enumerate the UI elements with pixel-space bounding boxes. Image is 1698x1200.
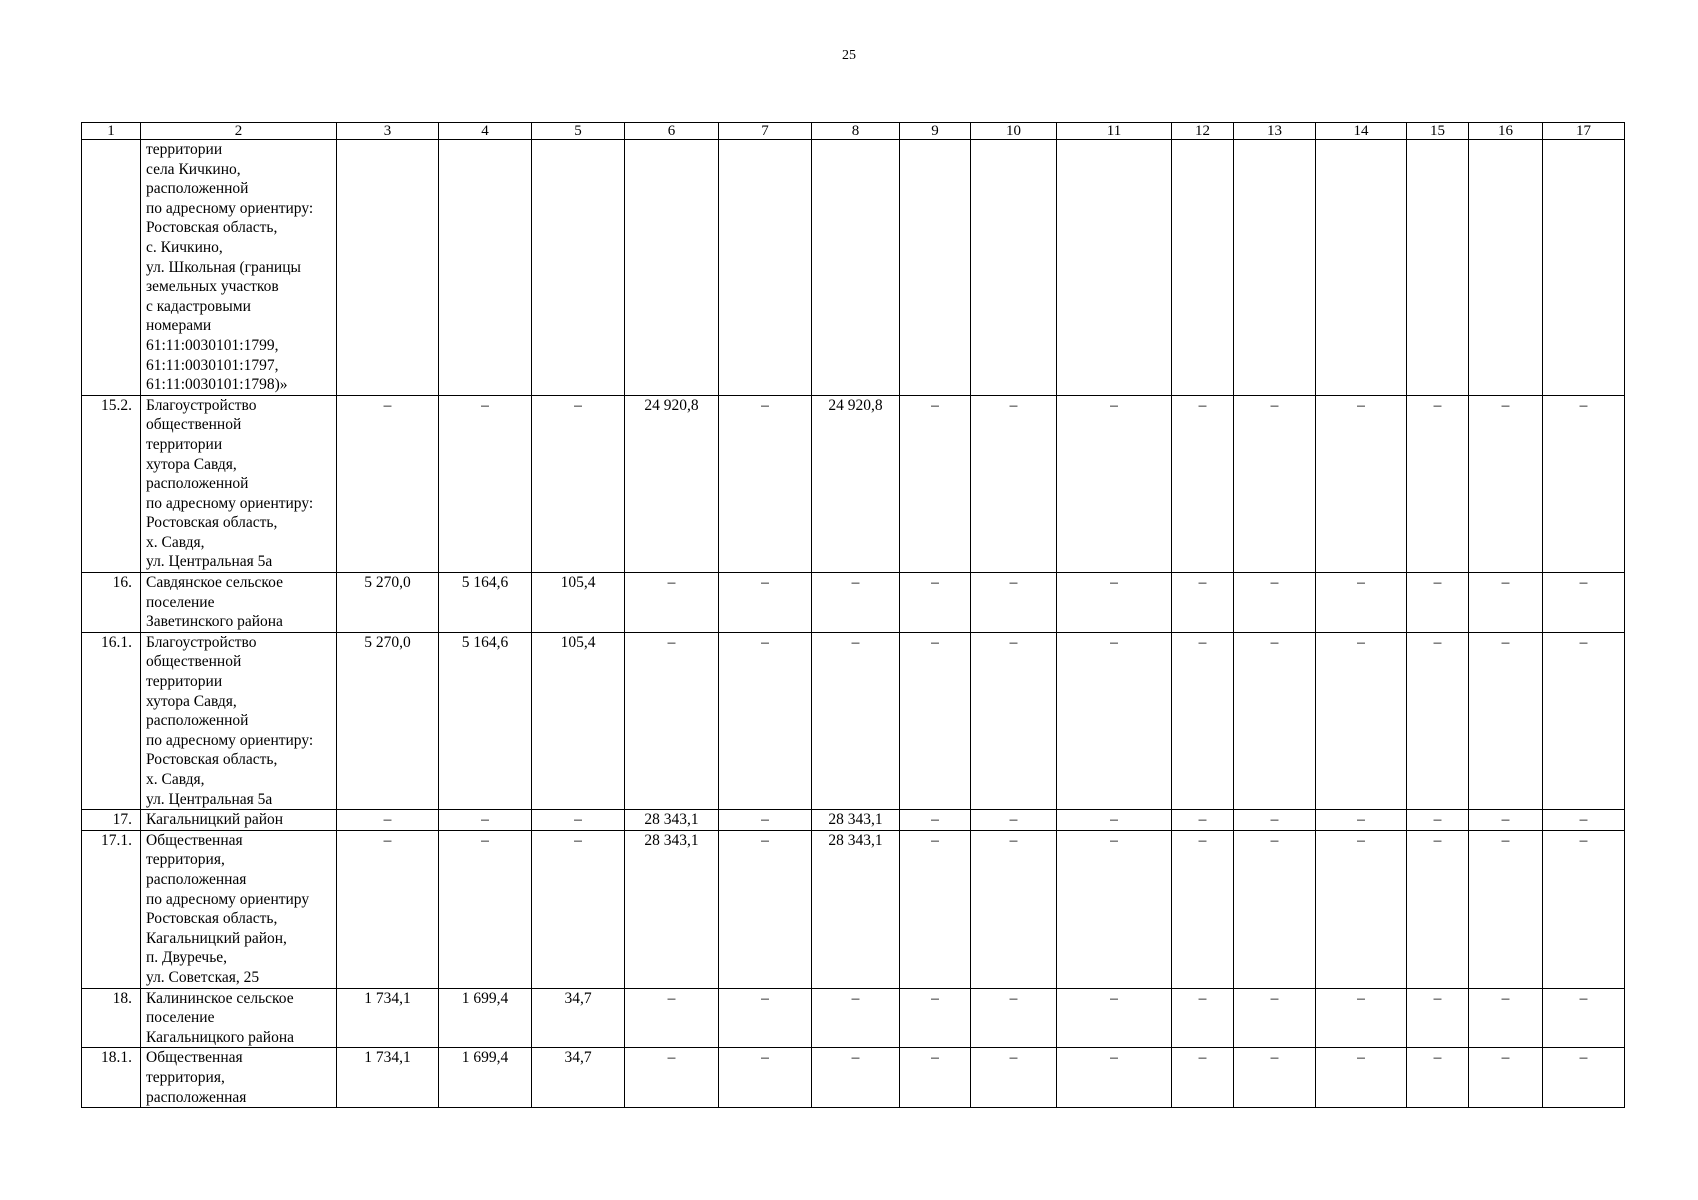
column-header: 3 [337, 123, 439, 140]
value-cell: – [719, 810, 812, 831]
value-cell: – [1469, 988, 1543, 1048]
value-cell: – [1543, 573, 1625, 633]
row-number: 15.2. [82, 395, 141, 572]
column-header: 8 [812, 123, 900, 140]
row-number: 18. [82, 988, 141, 1048]
table-row [82, 988, 1625, 1048]
budget-table [81, 122, 1625, 1108]
column-header: 6 [625, 123, 719, 140]
value-cell: 5 270,0 [337, 573, 439, 633]
value-cell: – [971, 810, 1057, 831]
value-cell: – [1172, 988, 1234, 1048]
value-cell: – [1057, 395, 1172, 572]
value-cell: – [1172, 1048, 1234, 1108]
value-cell: – [1316, 1048, 1407, 1108]
table-row [82, 140, 1625, 396]
row-name: Общественная территория, расположенная [141, 1048, 337, 1108]
value-cell: – [900, 810, 971, 831]
value-cell: – [625, 632, 719, 809]
value-cell: – [1407, 1048, 1469, 1108]
value-cell [337, 140, 439, 396]
value-cell: – [1469, 395, 1543, 572]
value-cell: – [971, 573, 1057, 633]
value-cell: – [900, 988, 971, 1048]
table-row [82, 632, 1625, 809]
value-cell: – [1469, 830, 1543, 988]
value-cell: – [337, 810, 439, 831]
value-cell: – [1234, 573, 1316, 633]
value-cell: – [1234, 395, 1316, 572]
value-cell: – [625, 573, 719, 633]
value-cell: 5 164,6 [439, 632, 532, 809]
value-cell: – [719, 573, 812, 633]
value-cell: – [1469, 1048, 1543, 1108]
value-cell: – [1057, 632, 1172, 809]
table-row [82, 1048, 1625, 1108]
value-cell [625, 140, 719, 396]
value-cell: – [812, 1048, 900, 1108]
value-cell: – [1172, 632, 1234, 809]
value-cell: – [971, 1048, 1057, 1108]
row-number: 16. [82, 573, 141, 633]
value-cell: – [1172, 810, 1234, 831]
value-cell: – [1172, 830, 1234, 988]
value-cell: – [900, 573, 971, 633]
value-cell: – [812, 988, 900, 1048]
value-cell: – [625, 1048, 719, 1108]
value-cell: – [532, 810, 625, 831]
table-row [82, 830, 1625, 988]
row-name: Общественная территория, расположенная по адресному ориентиру Ростовская область, Кагальницкий район, п. Двуречье, ул. Советская, 25 [141, 830, 337, 988]
value-cell: – [971, 395, 1057, 572]
row-name: Благоустройство общественной территории хутора Савдя, расположенной по адресному ориентиру: Ростовская область, х. Савдя, ул. Центральная 5а [141, 395, 337, 572]
value-cell: – [439, 830, 532, 988]
row-number: 17.1. [82, 830, 141, 988]
value-cell: – [1234, 988, 1316, 1048]
column-header: 17 [1543, 123, 1625, 140]
column-number-row [82, 123, 1625, 140]
value-cell: – [719, 632, 812, 809]
value-cell [900, 140, 971, 396]
value-cell: – [971, 632, 1057, 809]
value-cell: – [1469, 573, 1543, 633]
value-cell: 28 343,1 [625, 810, 719, 831]
value-cell: 105,4 [532, 632, 625, 809]
value-cell: – [1234, 1048, 1316, 1108]
value-cell: – [532, 830, 625, 988]
value-cell [719, 140, 812, 396]
value-cell: – [1469, 632, 1543, 809]
value-cell [812, 140, 900, 396]
value-cell: – [1407, 988, 1469, 1048]
value-cell: – [337, 395, 439, 572]
column-header: 1 [82, 123, 141, 140]
value-cell: 1 699,4 [439, 988, 532, 1048]
value-cell: 5 270,0 [337, 632, 439, 809]
value-cell: – [625, 988, 719, 1048]
value-cell: 1 734,1 [337, 988, 439, 1048]
value-cell: – [1543, 810, 1625, 831]
value-cell: – [900, 632, 971, 809]
value-cell: – [1543, 1048, 1625, 1108]
value-cell: – [719, 395, 812, 572]
value-cell [1316, 140, 1407, 396]
value-cell: – [1057, 830, 1172, 988]
value-cell [1543, 140, 1625, 396]
value-cell: – [1316, 810, 1407, 831]
value-cell: – [1234, 830, 1316, 988]
value-cell: – [1316, 632, 1407, 809]
value-cell: – [1316, 988, 1407, 1048]
column-header: 16 [1469, 123, 1543, 140]
value-cell: – [1234, 810, 1316, 831]
row-name: Кагальницкий район [141, 810, 337, 831]
value-cell: – [439, 395, 532, 572]
value-cell: – [1057, 1048, 1172, 1108]
value-cell: – [971, 830, 1057, 988]
value-cell: – [812, 632, 900, 809]
value-cell: 34,7 [532, 988, 625, 1048]
table-row [82, 810, 1625, 831]
value-cell: – [1316, 573, 1407, 633]
value-cell: – [719, 1048, 812, 1108]
value-cell [1057, 140, 1172, 396]
value-cell [1469, 140, 1543, 396]
value-cell: – [1057, 573, 1172, 633]
value-cell: – [1543, 830, 1625, 988]
value-cell: – [1407, 830, 1469, 988]
value-cell: 24 920,8 [812, 395, 900, 572]
row-number: 17. [82, 810, 141, 831]
value-cell [1234, 140, 1316, 396]
table-row [82, 395, 1625, 572]
page-number: 25 [842, 48, 856, 63]
value-cell: – [1407, 395, 1469, 572]
value-cell: 34,7 [532, 1048, 625, 1108]
value-cell: 105,4 [532, 573, 625, 633]
value-cell: – [1469, 810, 1543, 831]
value-cell [532, 140, 625, 396]
column-header: 10 [971, 123, 1057, 140]
value-cell: 1 734,1 [337, 1048, 439, 1108]
value-cell: – [812, 573, 900, 633]
column-header: 2 [141, 123, 337, 140]
table-row [82, 573, 1625, 633]
value-cell [971, 140, 1057, 396]
row-name: Калининское сельское поселение Кагальницкого района [141, 988, 337, 1048]
row-number: 16.1. [82, 632, 141, 809]
value-cell: – [439, 810, 532, 831]
value-cell: – [1543, 632, 1625, 809]
value-cell [1172, 140, 1234, 396]
column-header: 15 [1407, 123, 1469, 140]
column-header: 9 [900, 123, 971, 140]
value-cell: – [1057, 810, 1172, 831]
column-header: 11 [1057, 123, 1172, 140]
column-header: 7 [719, 123, 812, 140]
row-name: Савдянское сельское поселение Заветинского района [141, 573, 337, 633]
value-cell: – [1407, 573, 1469, 633]
value-cell: – [1057, 988, 1172, 1048]
value-cell: – [1316, 830, 1407, 988]
value-cell: 1 699,4 [439, 1048, 532, 1108]
value-cell: 28 343,1 [812, 810, 900, 831]
value-cell: – [971, 988, 1057, 1048]
value-cell: – [532, 395, 625, 572]
value-cell: – [900, 830, 971, 988]
value-cell: – [1234, 632, 1316, 809]
row-number: 18.1. [82, 1048, 141, 1108]
row-name: территории села Кичкино, расположенной по адресному ориентиру: Ростовская область, с. Кичкино, ул. Школьная (границы земельных участков с кадастровыми номерами 61:11:0030101:1799, 61:11:0030101:1797, 61:11:0030101:1798)» [141, 140, 337, 396]
value-cell: – [1543, 988, 1625, 1048]
value-cell: – [719, 830, 812, 988]
value-cell: – [900, 1048, 971, 1108]
value-cell: – [1543, 395, 1625, 572]
value-cell [1407, 140, 1469, 396]
value-cell: – [719, 988, 812, 1048]
value-cell [439, 140, 532, 396]
value-cell: – [900, 395, 971, 572]
value-cell: 28 343,1 [625, 830, 719, 988]
value-cell: – [1172, 573, 1234, 633]
value-cell: – [1316, 395, 1407, 572]
value-cell: – [1172, 395, 1234, 572]
value-cell: 24 920,8 [625, 395, 719, 572]
column-header: 14 [1316, 123, 1407, 140]
row-number [82, 140, 141, 396]
value-cell: 5 164,6 [439, 573, 532, 633]
value-cell: – [1407, 632, 1469, 809]
column-header: 4 [439, 123, 532, 140]
column-header: 12 [1172, 123, 1234, 140]
column-header: 13 [1234, 123, 1316, 140]
column-header: 5 [532, 123, 625, 140]
value-cell: – [1407, 810, 1469, 831]
value-cell: – [337, 830, 439, 988]
row-name: Благоустройство общественной территории хутора Савдя, расположенной по адресному ориентиру: Ростовская область, х. Савдя, ул. Центральная 5а [141, 632, 337, 809]
value-cell: 28 343,1 [812, 830, 900, 988]
